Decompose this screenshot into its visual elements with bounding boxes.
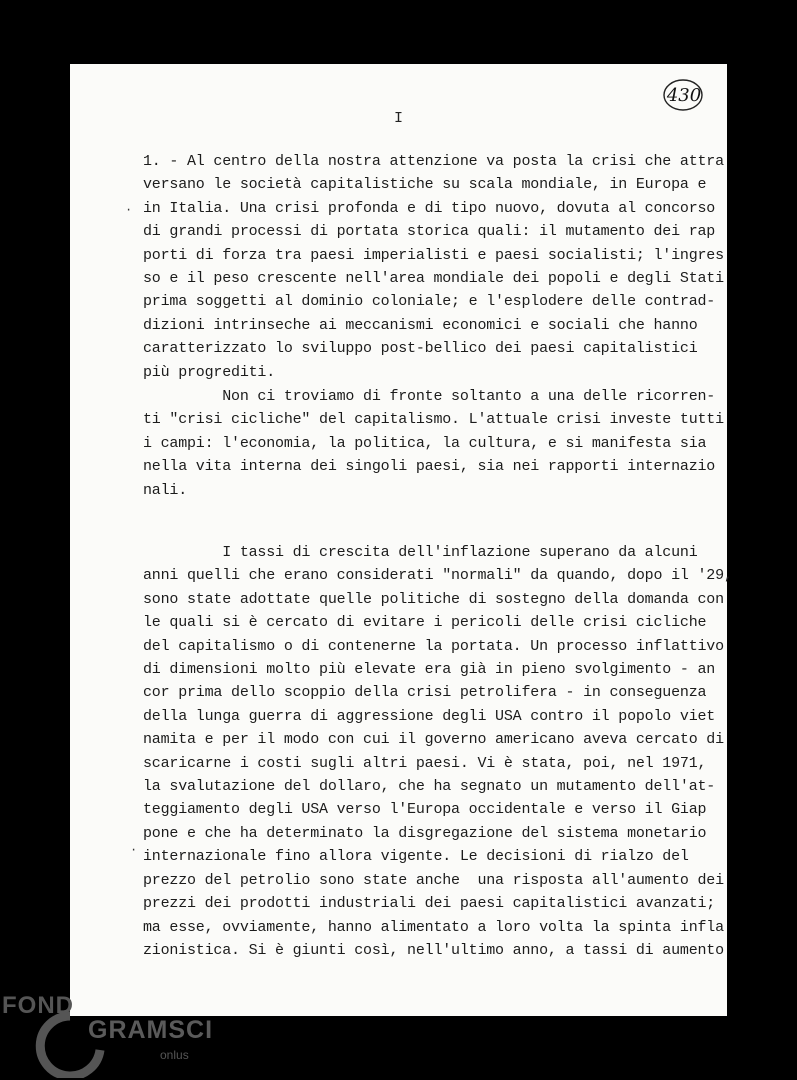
text-line: in Italia. Una crisi profonda e di tipo nuovo, dovuta al concorso: [143, 199, 716, 217]
text-line: I tassi di crescita dell'inflazione superano da alcuni: [143, 544, 698, 561]
text-line: porti di forza tra paesi imperialisti e paesi socialisti; l'ingres: [143, 246, 724, 264]
margin-dot: ·: [125, 203, 133, 217]
text-line: del capitalismo o di contenerne la portata. Un processo inflattivo: [143, 637, 724, 655]
text-line: di grandi processi di portata storica quali: il mutamento dei rap: [143, 223, 716, 241]
text-line: pone e che ha determinato la disgregazione del sistema monetario: [143, 824, 707, 842]
text-line: più progrediti.: [143, 363, 276, 381]
text-line: nali.: [143, 481, 188, 499]
text-line: prezzo del petrolio sono state anche una risposta all'aumento dei: [143, 871, 724, 889]
paragraph-2: [143, 385, 724, 502]
text-line: ma esse, ovviamente, hanno alimentato a loro volta la spinta infla: [143, 918, 724, 936]
text-line: cor prima dello scoppio della crisi petrolifera - in conseguenza: [143, 684, 707, 702]
watermark-gramsci: GRAMSCI: [88, 1016, 214, 1044]
text-line: versano le società capitalistiche su scala mondiale, in Europa e: [143, 176, 707, 194]
text-line: teggiamento degli USA verso l'Europa occidentale e verso il Giap: [143, 801, 707, 819]
paragraph-1: [143, 150, 724, 384]
text-line: della lunga guerra di aggressione degli USA contro il popolo viet: [143, 707, 716, 725]
margin-dot: ·: [130, 843, 138, 857]
text-line: ti "crisi cicliche" del capitalismo. L'attuale crisi investe tutti: [143, 411, 724, 429]
text-line: le quali si è cercato di evitare i pericoli delle crisi cicliche: [143, 614, 707, 632]
text-line: prezzi dei prodotti industriali dei paesi capitalistici avanzati;: [143, 895, 716, 913]
text-line: sono state adottate quelle politiche di sostegno della domanda con: [143, 590, 724, 608]
page-number: 430: [666, 85, 702, 106]
text-line: so e il peso crescente nell'area mondiale dei popoli e degli Stati: [143, 270, 724, 288]
text-line: namita e per il modo con cui il governo americano aveva cercato di: [143, 731, 724, 749]
watermark-fond: FOND: [2, 992, 74, 1019]
paragraph-3: [143, 541, 733, 962]
text-line: zionistica. Si è giunti così, nell'ultimo anno, a tassi di aumento: [143, 941, 724, 959]
text-line: i campi: l'economia, la politica, la cultura, e si manifesta sia: [143, 434, 707, 452]
text-line: prima soggetti al dominio coloniale; e l'esplodere delle contrad-: [143, 293, 716, 311]
text-line: caratterizzato lo sviluppo post-bellico dei paesi capitalistici: [143, 340, 698, 358]
text-line: anni quelli che erano considerati "normali" da quando, dopo il '29,: [143, 567, 733, 585]
text-line: nella vita interna dei singoli paesi, sia nei rapporti internazio: [143, 458, 716, 476]
section-heading: I: [394, 110, 404, 127]
text-line: la svalutazione del dollaro, che ha segnato un mutamento dell'at-: [143, 778, 716, 796]
text-line: scaricarne i costi sugli altri paesi. Vi è stata, poi, nel 1971,: [143, 754, 707, 772]
text-line: Non ci troviamo di fronte soltanto a una delle ricorren-: [143, 388, 716, 405]
text-line: di dimensioni molto più elevate era già in pieno svolgimento - an: [143, 661, 716, 679]
watermark-onlus: onlus: [160, 1048, 189, 1062]
text-line: 1. - Al centro della nostra attenzione va posta la crisi che attra: [143, 153, 724, 170]
text-line: dizioni intrinseche ai meccanismi economici e sociali che hanno: [143, 316, 698, 334]
text-line: internazionale fino allora vigente. Le decisioni di rialzo del: [143, 848, 689, 866]
